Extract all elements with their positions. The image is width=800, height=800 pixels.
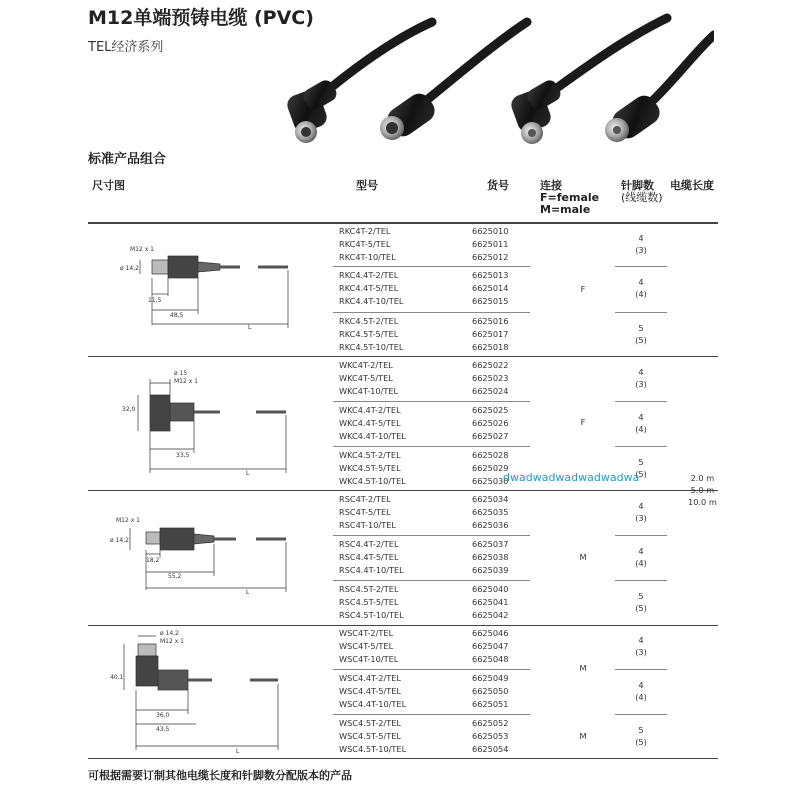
- part-number: 6625046: [472, 628, 509, 638]
- part-number: 6625038: [472, 552, 509, 562]
- subgroup-divider: [333, 312, 530, 313]
- pin-count: [615, 232, 667, 256]
- pin-count: [615, 679, 667, 703]
- subgroup-divider: [333, 266, 530, 267]
- model-name: WSC4.4T-2/TEL: [339, 673, 401, 683]
- part-number: 6625047: [472, 641, 509, 651]
- part-number: 6625054: [472, 744, 509, 754]
- part-number: 6625024: [472, 386, 509, 396]
- part-number: 6625036: [472, 520, 509, 530]
- model-name: WSC4T-10/TEL: [339, 654, 399, 664]
- dimension-drawing-rkc: [110, 230, 310, 355]
- pins-value: 4: [638, 635, 644, 645]
- model-name: RSC4.5T-10/TEL: [339, 610, 404, 620]
- model-list: [339, 493, 396, 532]
- part-list: [472, 717, 508, 756]
- page-title: M12单端预铸电缆 (PVC): [88, 7, 314, 29]
- dim-label: 33,5: [176, 452, 190, 459]
- dim-label: ø 14,2: [160, 630, 179, 637]
- dim-label: 32,0: [122, 406, 136, 413]
- model-list: [339, 672, 406, 711]
- part-number: 6625010: [472, 226, 509, 236]
- page-subtitle: TEL经济系列: [88, 40, 164, 55]
- pin-count: [615, 500, 667, 524]
- header-connection-label: 连接: [540, 179, 562, 192]
- wires-value: (4): [635, 558, 647, 568]
- model-name: RKC4T-5/TEL: [339, 239, 391, 249]
- part-number: 6625028: [472, 450, 509, 460]
- header-part-no: 货号: [487, 179, 509, 192]
- part-number: 6625022: [472, 360, 509, 370]
- pin-count: [615, 590, 667, 614]
- dimension-drawing-wkc: [110, 365, 310, 490]
- dim-label: ø 14,2: [120, 265, 139, 272]
- header-pins-label: 针脚数: [621, 179, 654, 192]
- part-number: 6625018: [472, 342, 509, 352]
- subgroup-divider: [615, 535, 667, 536]
- model-name: WKC4T-2/TEL: [339, 360, 393, 370]
- part-list: [472, 627, 508, 666]
- dim-label: L: [236, 748, 240, 755]
- connection-type: M: [579, 731, 587, 741]
- part-number: 6625014: [472, 283, 509, 293]
- subgroup-divider: [333, 401, 530, 402]
- group-divider: [88, 758, 718, 759]
- watermark-text: dwadwadwadwadwadwa: [503, 471, 640, 484]
- part-number: 6625029: [472, 463, 509, 473]
- model-name: RKC4.4T-5/TEL: [339, 283, 399, 293]
- model-list: [339, 225, 396, 264]
- model-list: [339, 269, 403, 308]
- model-name: RSC4T-2/TEL: [339, 494, 391, 504]
- part-number: 6625013: [472, 270, 509, 280]
- dim-label: 43,5: [156, 726, 170, 733]
- wires-value: (4): [635, 424, 647, 434]
- model-name: WKC4.5T-10/TEL: [339, 476, 406, 486]
- part-list: [472, 359, 508, 398]
- model-name: WSC4T-5/TEL: [339, 641, 394, 651]
- model-list: [339, 449, 406, 488]
- model-name: WSC4.5T-10/TEL: [339, 744, 407, 754]
- wires-value: (5): [635, 737, 647, 747]
- part-number: 6625042: [472, 610, 509, 620]
- dimension-drawing-rsc: [110, 510, 310, 635]
- model-name: RKC4T-10/TEL: [339, 252, 396, 262]
- wires-value: (5): [635, 335, 647, 345]
- part-number: 6625040: [472, 584, 509, 594]
- dim-label: L: [248, 324, 252, 331]
- model-name: RKC4.4T-10/TEL: [339, 296, 404, 306]
- part-number: 6625026: [472, 418, 509, 428]
- part-list: [472, 538, 508, 577]
- model-name: RKC4.5T-2/TEL: [339, 316, 399, 326]
- subgroup-divider: [615, 714, 667, 715]
- pin-count: [615, 634, 667, 658]
- model-name: RKC4.5T-5/TEL: [339, 329, 399, 339]
- part-number: 6625030: [472, 476, 509, 486]
- footnote: 可根据需要订制其他电缆长度和针脚数分配版本的产品: [88, 769, 352, 782]
- model-name: WSC4.4T-10/TEL: [339, 699, 407, 709]
- pin-count: [615, 322, 667, 346]
- header-connection-m: M=male: [540, 203, 591, 216]
- subgroup-divider: [333, 580, 530, 581]
- wires-value: (3): [635, 513, 647, 523]
- part-number: 6625048: [472, 654, 509, 664]
- subgroup-divider: [615, 266, 667, 267]
- model-list: [339, 538, 404, 577]
- wires-value: (5): [635, 469, 647, 479]
- part-number: 6625052: [472, 718, 509, 728]
- dim-label: 48,5: [170, 312, 184, 319]
- part-number: 6625039: [472, 565, 509, 575]
- section-title: 标准产品组合: [88, 152, 167, 167]
- wires-value: (4): [635, 289, 647, 299]
- header-rule: [88, 222, 718, 224]
- model-name: WKC4.5T-2/TEL: [339, 450, 401, 460]
- model-name: RKC4.5T-10/TEL: [339, 342, 404, 352]
- model-name: RSC4.4T-2/TEL: [339, 539, 399, 549]
- pins-value: 4: [638, 277, 644, 287]
- model-name: WKC4.4T-5/TEL: [339, 418, 401, 428]
- model-name: RKC4T-2/TEL: [339, 226, 391, 236]
- header-connection: [540, 180, 599, 216]
- model-name: WSC4.5T-2/TEL: [339, 718, 401, 728]
- dim-label: 36,0: [156, 712, 170, 719]
- header-length: 电缆长度: [670, 179, 714, 192]
- pin-count: [615, 366, 667, 390]
- connection-type: F: [580, 284, 586, 294]
- model-list: [339, 583, 404, 622]
- dim-label: 40,1: [110, 674, 124, 681]
- part-number: 6625037: [472, 539, 509, 549]
- model-name: WKC4T-5/TEL: [339, 373, 393, 383]
- model-name: WSC4.5T-5/TEL: [339, 731, 401, 741]
- dim-label: ø 15: [174, 370, 188, 377]
- dim-label: M12 x 1: [160, 638, 184, 645]
- group-divider: [88, 356, 718, 357]
- part-list: [472, 493, 508, 532]
- header-connection-f: F=female: [540, 191, 600, 204]
- pins-value: 4: [638, 680, 644, 690]
- part-number: 6625035: [472, 507, 509, 517]
- part-number: 6625041: [472, 597, 509, 607]
- pin-count: [615, 545, 667, 569]
- part-list: [472, 672, 508, 711]
- dim-label: M12 x 1: [130, 246, 154, 253]
- part-list: [472, 315, 508, 354]
- pin-count: [615, 411, 667, 435]
- subgroup-divider: [615, 312, 667, 313]
- subgroup-divider: [333, 714, 530, 715]
- wires-value: (5): [635, 603, 647, 613]
- part-number: 6625034: [472, 494, 509, 504]
- pins-value: 4: [638, 367, 644, 377]
- model-name: RSC4.5T-5/TEL: [339, 597, 399, 607]
- model-list: [339, 404, 406, 443]
- model-name: WKC4.4T-2/TEL: [339, 405, 401, 415]
- subgroup-divider: [615, 669, 667, 670]
- part-list: [472, 583, 508, 622]
- pin-count: [615, 724, 667, 748]
- connection-type: F: [580, 417, 586, 427]
- model-name: WKC4T-10/TEL: [339, 386, 399, 396]
- wires-value: (3): [635, 647, 647, 657]
- model-name: WSC4.4T-5/TEL: [339, 686, 401, 696]
- subgroup-divider: [615, 580, 667, 581]
- connection-type: M: [579, 552, 587, 562]
- group-divider: [88, 490, 718, 491]
- part-number: 6625016: [472, 316, 509, 326]
- model-name: RKC4.4T-2/TEL: [339, 270, 399, 280]
- pins-value: 4: [638, 233, 644, 243]
- subgroup-divider: [333, 669, 530, 670]
- dim-label: ø 14,2: [110, 537, 129, 544]
- connection-type: M: [579, 663, 587, 673]
- dim-label: M12 x 1: [116, 517, 140, 524]
- wires-value: (4): [635, 692, 647, 702]
- pins-value: 4: [638, 501, 644, 511]
- subgroup-divider: [333, 446, 530, 447]
- pins-value: 5: [638, 457, 644, 467]
- header-dimension: 尺寸图: [92, 179, 125, 192]
- header-pins-sub: (线缆数): [621, 191, 663, 204]
- model-name: RSC4T-5/TEL: [339, 507, 391, 517]
- pins-value: 5: [638, 323, 644, 333]
- model-name: WSC4T-2/TEL: [339, 628, 394, 638]
- header-model: 型号: [356, 179, 378, 192]
- part-number: 6625015: [472, 296, 509, 306]
- dim-label: L: [246, 589, 250, 596]
- dim-label: M12 x 1: [174, 378, 198, 385]
- wires-value: (3): [635, 379, 647, 389]
- dim-label: L: [246, 470, 250, 477]
- length-value: 2.0 m: [690, 473, 715, 483]
- header-pins: [621, 180, 663, 204]
- dim-label: 11,5: [148, 297, 162, 304]
- model-list: [339, 627, 398, 666]
- pins-value: 4: [638, 546, 644, 556]
- dim-label: 18,2: [146, 557, 160, 564]
- pins-value: 4: [638, 412, 644, 422]
- part-list: [472, 269, 508, 308]
- model-name: RSC4.5T-2/TEL: [339, 584, 399, 594]
- model-name: WKC4.5T-5/TEL: [339, 463, 401, 473]
- dim-label: 55,2: [168, 573, 182, 580]
- model-list: [339, 359, 398, 398]
- part-number: 6625027: [472, 431, 509, 441]
- pin-count: [615, 276, 667, 300]
- model-list: [339, 717, 406, 756]
- part-number: 6625051: [472, 699, 509, 709]
- model-name: RSC4.4T-10/TEL: [339, 565, 404, 575]
- subgroup-divider: [333, 535, 530, 536]
- length-value: 10.0 m: [688, 497, 717, 507]
- cable-lengths: [688, 472, 717, 508]
- length-value: 5.0 m: [690, 485, 715, 495]
- wires-value: (3): [635, 245, 647, 255]
- subgroup-divider: [615, 401, 667, 402]
- product-photo: [282, 0, 714, 150]
- part-number: 6625012: [472, 252, 509, 262]
- pins-value: 5: [638, 591, 644, 601]
- part-number: 6625050: [472, 686, 509, 696]
- part-number: 6625017: [472, 329, 509, 339]
- subgroup-divider: [615, 446, 667, 447]
- model-name: RSC4.4T-5/TEL: [339, 552, 399, 562]
- part-number: 6625011: [472, 239, 509, 249]
- model-name: WKC4.4T-10/TEL: [339, 431, 406, 441]
- model-list: [339, 315, 403, 354]
- dimension-drawing-wsc: [110, 630, 310, 755]
- part-list: [472, 225, 508, 264]
- model-name: RSC4T-10/TEL: [339, 520, 396, 530]
- part-number: 6625049: [472, 673, 509, 683]
- part-number: 6625023: [472, 373, 509, 383]
- part-number: 6625053: [472, 731, 509, 741]
- pins-value: 5: [638, 725, 644, 735]
- part-list: [472, 404, 508, 443]
- part-number: 6625025: [472, 405, 509, 415]
